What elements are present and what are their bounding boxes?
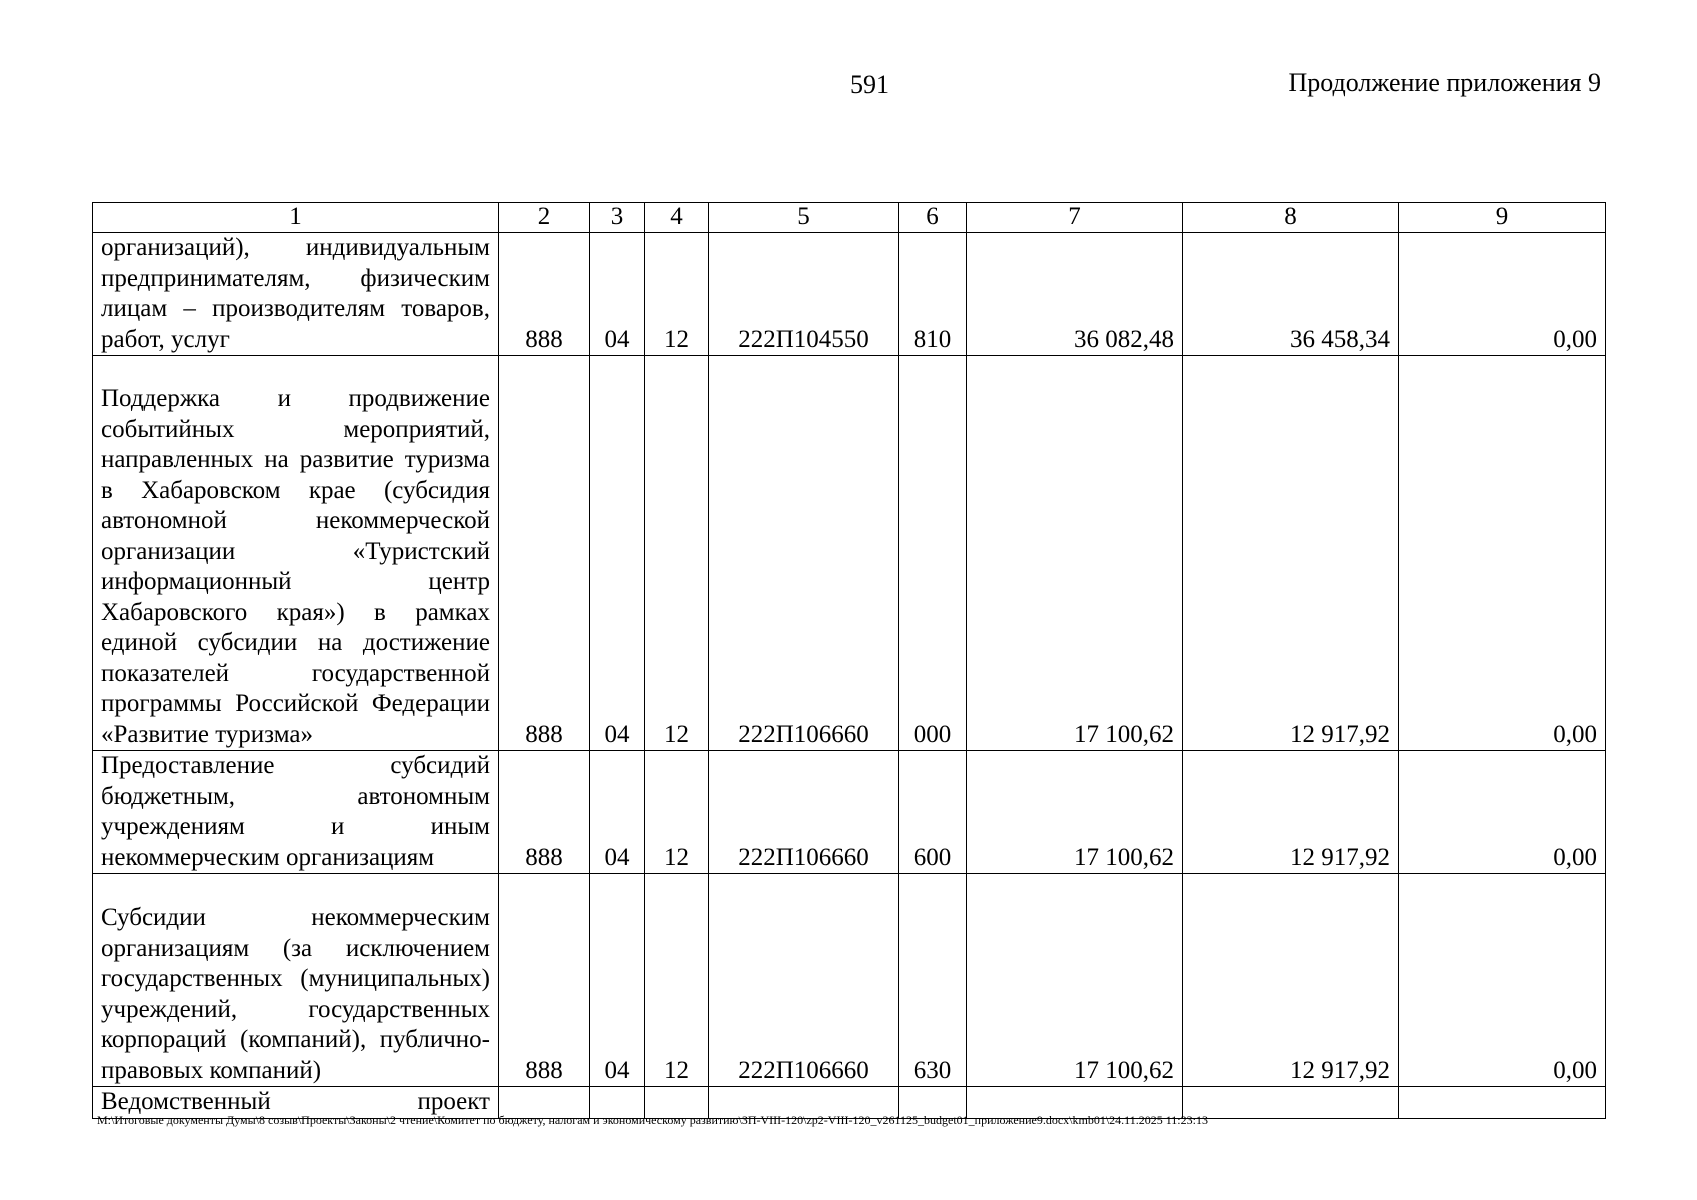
cell-col2: 888 xyxy=(499,233,590,356)
cell-col8: 12 917,92 xyxy=(1183,874,1399,1087)
cell-col9: 0,00 xyxy=(1399,233,1606,356)
row-description: Предоставление субсидий бюджетным, автономным учреждениям и иным некоммерческим организациям xyxy=(93,751,499,874)
cell-col2: 888 xyxy=(499,751,590,874)
cell-col4: 12 xyxy=(645,751,709,874)
column-header: 7 xyxy=(967,203,1183,233)
cell-col2: 888 xyxy=(499,874,590,1087)
cell-col5: 222П106660 xyxy=(709,356,899,751)
cell-col5: 222П106660 xyxy=(709,874,899,1087)
row-description: Субсидии некоммерческим организациям (за исключением государственных (муниципальных) учреждений, государственных корпораций (компаний), публично-правовых компаний) xyxy=(93,874,499,1087)
footer-file-path: M:\Итоговые документы Думы\8 созыв\Проекты\Законы\2 чтение\Комитет по бюджету, налогам и экономическому развитию\ЗП-VIII-120\zp2-VIII-120_v261125_budget01_приложение9.docx\kmb01\24.11.2025 11:23:13 xyxy=(97,1113,1208,1127)
table-row xyxy=(93,751,1606,874)
cell-col9 xyxy=(1399,1087,1606,1119)
page-number: 591 xyxy=(850,70,889,99)
cell-col6: 600 xyxy=(899,751,967,874)
cell-col7: 17 100,62 xyxy=(967,751,1183,874)
cell-col5: 222П104550 xyxy=(709,233,899,356)
cell-col4: 12 xyxy=(645,874,709,1087)
cell-col4: 12 xyxy=(645,356,709,751)
row-description: Ведомственный проект xyxy=(93,1087,499,1119)
cell-col9: 0,00 xyxy=(1399,874,1606,1087)
column-header: 2 xyxy=(499,203,590,233)
column-header: 4 xyxy=(645,203,709,233)
cell-col3: 04 xyxy=(590,874,645,1087)
cell-col4: 12 xyxy=(645,233,709,356)
cell-col8: 36 458,34 xyxy=(1183,233,1399,356)
cell-col7: 17 100,62 xyxy=(967,356,1183,751)
row-description: организаций), индивидуальным предпринимателям, физическим лицам – производителям товаров, работ, услуг xyxy=(93,233,499,356)
row-description: Поддержка и продвижение событийных мероприятий, направленных на развитие туризма в Хабаровском крае (субсидия автономной некоммерческой организации «Туристский информационный центр Хабаровского края») в рамках единой субсидии на достижение показателей государственной программы Российской Федерации «Развитие туризма» xyxy=(93,356,499,751)
column-header: 6 xyxy=(899,203,967,233)
cell-col6: 000 xyxy=(899,356,967,751)
cell-col9: 0,00 xyxy=(1399,751,1606,874)
cell-col8 xyxy=(1183,1087,1399,1119)
table-row xyxy=(93,356,1606,751)
cell-col2: 888 xyxy=(499,356,590,751)
column-header: 1 xyxy=(93,203,499,233)
cell-col7: 17 100,62 xyxy=(967,874,1183,1087)
cell-col3: 04 xyxy=(590,751,645,874)
cell-col6: 630 xyxy=(899,874,967,1087)
budget-table xyxy=(92,202,1606,1119)
table-row xyxy=(93,874,1606,1087)
column-header: 8 xyxy=(1183,203,1399,233)
cell-col3: 04 xyxy=(590,356,645,751)
cell-col8: 12 917,92 xyxy=(1183,751,1399,874)
cell-col8: 12 917,92 xyxy=(1183,356,1399,751)
cell-col6: 810 xyxy=(899,233,967,356)
column-header: 3 xyxy=(590,203,645,233)
cell-col7: 36 082,48 xyxy=(967,233,1183,356)
cell-col5: 222П106660 xyxy=(709,751,899,874)
table-header-row xyxy=(93,203,1606,233)
column-header: 9 xyxy=(1399,203,1606,233)
cell-col9: 0,00 xyxy=(1399,356,1606,751)
column-header: 5 xyxy=(709,203,899,233)
appendix-title: Продолжение приложения 9 xyxy=(1288,68,1601,97)
table-row xyxy=(93,233,1606,356)
cell-col3: 04 xyxy=(590,233,645,356)
